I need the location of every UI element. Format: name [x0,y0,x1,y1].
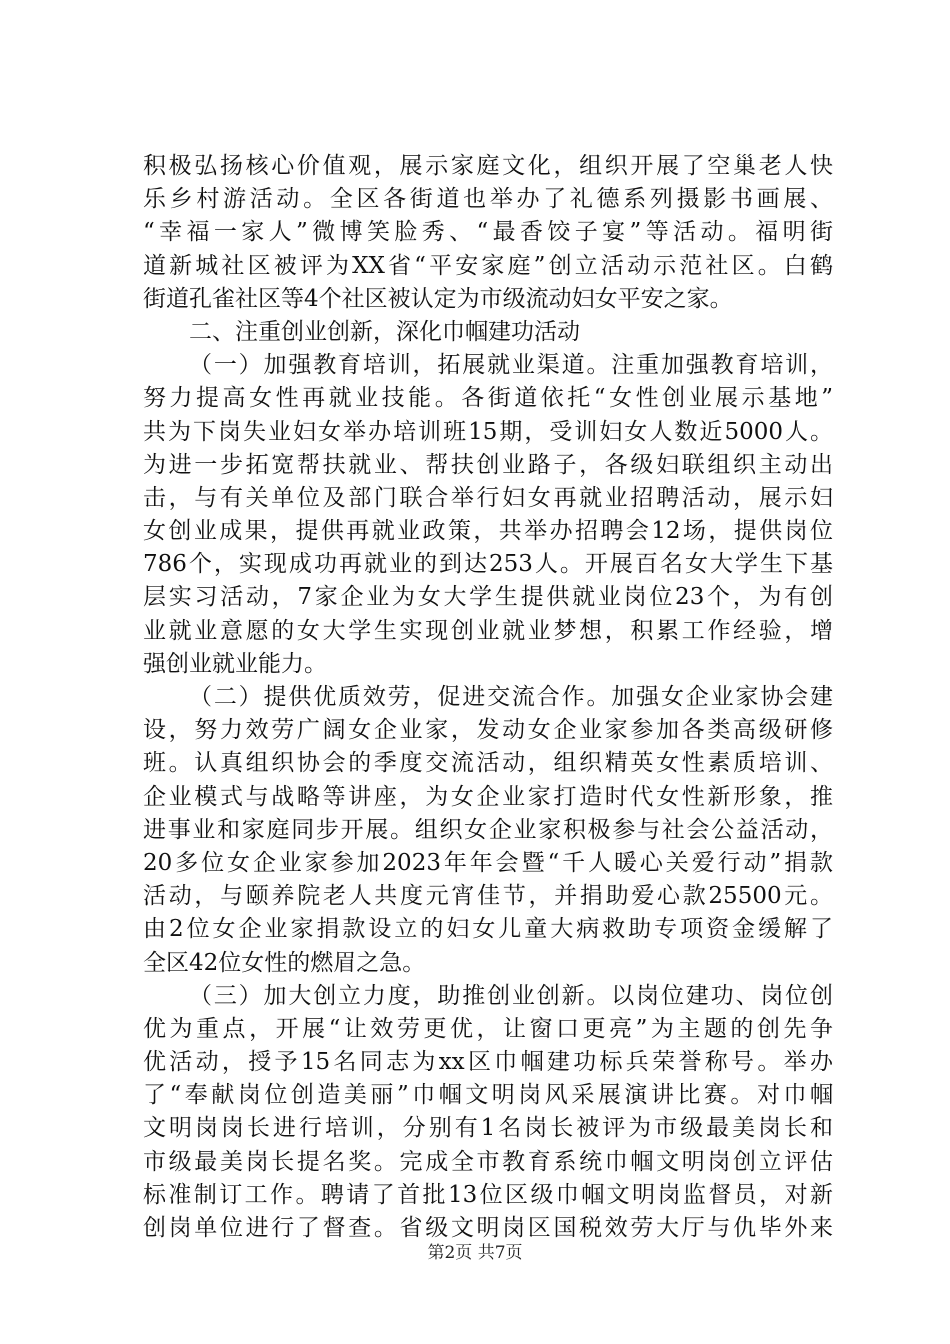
text-line: 优活动，授予15名同志为xx区巾帼建功标兵荣誉称号。举办 [143,1049,833,1076]
text-line: 文明岗岗长进行培训，分别有1名岗长被评为市级最美岗长和 [143,1115,833,1142]
text-line: 市级最美岗长提名奖。完成全市教育系统巾帼文明岗创立评估 [143,1148,833,1175]
text-line: （二）提供优质效劳，促进交流合作。加强女企业家协会建 [189,684,833,710]
text-line: 层实习活动，7家企业为女大学生提供就业岗位23个，为有创 [143,584,833,611]
text-line: 全区42位女性的燃眉之急。 [143,949,426,976]
text-line: （一）加强教育培训，拓展就业渠道。注重加强教育培训， [189,352,833,379]
document-body [143,150,833,1245]
text-line: 了“奉献岗位创造美丽”巾帼文明岗风采展演讲比赛。对巾帼 [143,1082,833,1109]
text-line: 由2位女企业家捐款设立的妇女儿童大病救助专项资金缓解了 [143,916,833,943]
text-line: 努力提高女性再就业技能。各街道依托“女性创业展示基地” [143,385,833,412]
text-line: 标准制订工作。聘请了首批13位区级巾帼文明岗监督员，对新 [143,1181,833,1208]
text-line: 女创业成果，提供再就业政策，共举办招聘会12场，提供岗位 [143,518,833,545]
page-number-footer: 第2页 共7页 [427,1243,523,1263]
text-line: 道新城社区被评为XX省“平安家庭”创立活动示范社区。白鹤 [143,252,833,279]
text-line: 乐乡村游活动。全区各街道也举办了礼德系列摄影书画展、 [143,186,833,213]
text-line: “幸福一家人”微博笑脸秀、“最香饺子宴”等活动。福明街 [143,219,833,246]
text-line: 业就业意愿的女大学生实现创业就业梦想，积累工作经验，增 [143,617,833,644]
text-line: 共为下岗失业妇女举办培训班15期，受训妇女人数近5000人。 [143,418,833,445]
text-line: 强创业就业能力。 [143,650,327,677]
text-line: 为进一步拓宽帮扶就业、帮扶创业路子，各级妇联组织主动出 [143,451,833,478]
text-line: 设，努力效劳广阔女企业家，发动女企业家参加各类高级研修 [143,717,833,744]
text-line: 20多位女企业家参加2023年年会暨“千人暖心关爱行动”捐款 [143,849,833,876]
text-line: 街道孔雀社区等4个社区被认定为市级流动妇女平安之家。 [143,285,733,312]
section-heading: 二、注重创业创新，深化巾帼建功活动 [189,318,580,345]
text-line: 积极弘扬核心价值观，展示家庭文化，组织开展了空巢老人快 [143,153,833,179]
text-line: 企业模式与战略等讲座，为女企业家打造时代女性新形象，推 [143,783,833,810]
text-line: 活动，与颐养院老人共度元宵佳节，并捐助爱心款25500元。 [143,883,833,910]
text-line: 进事业和家庭同步开展。组织女企业家积极参与社会公益活动， [143,816,833,843]
text-line: 优为重点，开展“让效劳更优，让窗口更亮”为主题的创先争 [143,1015,833,1042]
text-line: （三）加大创立力度，助推创业创新。以岗位建功、岗位创 [189,982,833,1009]
text-line: 班。认真组织协会的季度交流活动，组织精英女性素质培训、 [143,750,833,777]
text-line: 786个，实现成功再就业的到达253人。开展百名女大学生下基 [143,551,833,578]
text-line: 击，与有关单位及部门联合举行妇女再就业招聘活动，展示妇 [143,484,833,511]
text-line: 创岗单位进行了督查。省级文明岗区国税效劳大厅与仇毕外来 [143,1215,833,1241]
